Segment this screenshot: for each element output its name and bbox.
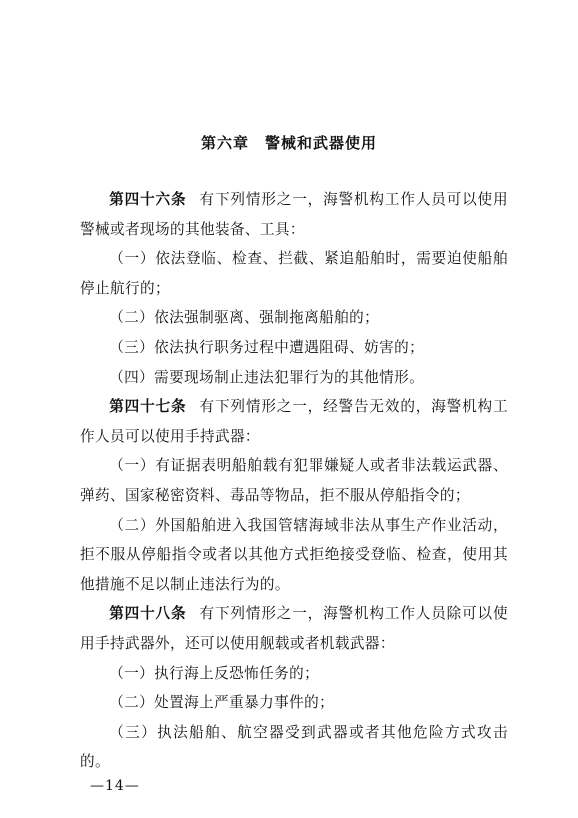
article-48-item-1: （一）执行海上反恐怖任务的； bbox=[109, 664, 320, 682]
article-46-paragraph bbox=[80, 185, 508, 244]
article-46-item-2: （二）依法强制驱离、强制拖离船舶的； bbox=[109, 309, 380, 327]
article-47-paragraph bbox=[80, 392, 508, 451]
article-46-item-3: （三）依法执行职务过程中遭遇阻碍、妨害的； bbox=[109, 338, 425, 356]
article-46-item-1: （一）依法登临、检查、拦截、紧追船舶时，需要迫使船舶停止航行的； bbox=[80, 250, 508, 297]
article-47-item-1: （一）有证据表明船舶载有犯罪嫌疑人或者非法载运武器、弹药、国家秘密资料、毒品等物品，拒不服从停船指令的； bbox=[80, 457, 508, 504]
article-48-item-3: （三）执法船舶、航空器受到武器或者其他危险方式攻击的。 bbox=[80, 723, 508, 771]
article-48-paragraph bbox=[80, 599, 508, 658]
article-46-item-4: （四）需要现场制止违法犯罪行为的其他情形。 bbox=[109, 368, 425, 386]
chapter-title: 第六章 警械和武器使用 bbox=[200, 134, 377, 152]
article-46-number: 第四十六条 bbox=[109, 191, 187, 208]
article-48-item-2: （二）处置海上严重暴力事件的； bbox=[109, 694, 335, 712]
article-47-item-2: （二）外国船舶进入我国管辖海域非法从事生产作业活动，拒不服从停船指令或者以其他方式拒绝接受登临、检查，使用其他措施不足以制止违法行为的。 bbox=[80, 516, 508, 593]
page-number: —14— bbox=[90, 778, 140, 794]
article-48-number: 第四十八条 bbox=[109, 605, 187, 623]
article-46-intro: 有下列情形之一，海警机构工作人员可以使用警械或者现场的其他装备、工具： bbox=[80, 191, 508, 238]
article-47-number: 第四十七条 bbox=[109, 398, 187, 416]
document-body bbox=[80, 185, 508, 777]
article-47-intro: 有下列情形之一，经警告无效的，海警机构工作人员可以使用手持武器： bbox=[80, 398, 508, 445]
article-48-intro: 有下列情形之一，海警机构工作人员除可以使用手持武器外，还可以使用舰载或者机载武器： bbox=[80, 605, 508, 652]
